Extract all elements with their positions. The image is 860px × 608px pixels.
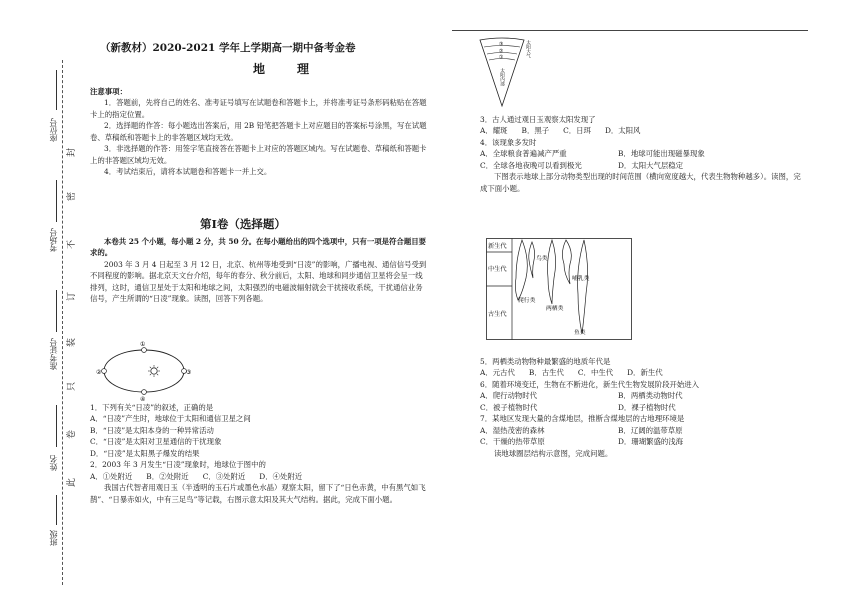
seal-char: 卷 — [67, 429, 78, 440]
name-line — [56, 405, 57, 447]
era-label: 中生代 — [488, 266, 507, 273]
passage-4: 读地球圈层结构示意图，完成问题。 — [494, 448, 613, 458]
options-row — [480, 160, 806, 171]
question-option[interactable]: D．新生代 — [627, 368, 663, 378]
sun-interior-label: 太阳内部 — [499, 68, 505, 86]
section-intro: 本卷共 25 个小题，每小题 2 分，共 50 分。在每小题给出的四个选项中，只有一项是符合题目要求的。 — [90, 237, 426, 258]
animal-label: 哺乳类 — [572, 276, 590, 282]
question-stem: 2．2003 年 3 月发生“日凌”现象时，地球位于图中的 — [90, 460, 266, 470]
seat-number-label: 座位号 — [49, 118, 58, 142]
question-option[interactable]: C．日珥 — [563, 126, 591, 136]
question-option[interactable]: C．“日凌”是太阳对卫星通信的干扰现象 — [90, 437, 222, 447]
earth-position-marker — [102, 369, 107, 374]
questions-right-bottom — [480, 356, 806, 459]
question-stem: 5．两栖类动物物种最繁盛的地质年代是 — [480, 357, 611, 366]
question-option[interactable]: B．古生代 — [528, 368, 564, 378]
notes-heading: 注意事项： — [90, 87, 127, 96]
exam-title: （新教材）2020-2021 学年上学期高一期中备考金卷 — [100, 42, 356, 54]
question-option[interactable]: D．裸子植物时代 — [618, 402, 676, 412]
options-row — [480, 436, 806, 447]
question-option[interactable]: D．太阳风 — [604, 126, 641, 136]
top-rule — [452, 30, 808, 31]
seal-char: 装 — [67, 337, 78, 348]
notes-block — [90, 86, 428, 178]
note-item: 4．考试结束后，请将本试题卷和答题卡一并上交。 — [104, 167, 272, 177]
passage-3: 下图表示地球上部分动物类型出现的时间范围（横向宽度越大，代表生物物种越多）。读图，完成下面小题。 — [480, 172, 801, 193]
question-option[interactable]: B．辽阔的温带草原 — [618, 425, 683, 435]
chart-frame — [487, 239, 632, 340]
question-option[interactable]: A．“日凌”产生时，地球位于太阳和通信卫星之间 — [90, 414, 251, 424]
sun-layer-label: ③ — [499, 41, 504, 48]
subject-title: 地 理 — [253, 62, 320, 76]
passage-2: 我国古代智者用观日玉（半透明的玉石片或墨色水晶）观察太阳，留下了“日色赤黄，中有黑气如飞鹊”、“日暴赤如火，中有三足鸟”等记载，右图示意太阳及其大气结构。据此，完成下面小题。 — [90, 483, 426, 504]
options-row — [480, 125, 806, 136]
question-option[interactable]: B．黑子 — [521, 126, 550, 136]
orbit-label: ② — [96, 369, 102, 376]
question-stem: 7．某地区发现大量的含煤地层，推断含煤地层的古地理环境是 — [480, 414, 685, 424]
question-stem: 6．随着环境变迁，生物在不断进化，新生代生物发展阶段开始进入 — [480, 379, 700, 389]
question-option[interactable]: C．全球各地夜晚可以看到极光 — [480, 160, 582, 170]
question-option[interactable]: A．耀斑 — [480, 126, 508, 136]
options-row — [480, 148, 806, 159]
name-label: 姓名 — [49, 455, 58, 471]
sun-layer-label: ① — [499, 54, 504, 61]
options-row — [480, 425, 806, 436]
question-option[interactable]: B．②处附近 — [146, 471, 189, 481]
options-row — [480, 390, 806, 401]
question-option[interactable]: D．珊瑚繁盛的浅海 — [618, 437, 684, 447]
earth-position-marker — [142, 390, 147, 395]
seal-char: 封 — [67, 147, 78, 158]
sun-atmosphere-label: 太阳大气 — [525, 40, 531, 58]
earth-orbit — [104, 350, 184, 392]
class-line — [56, 495, 57, 525]
era-label: 古生代 — [488, 311, 507, 318]
seal-char: 密 — [67, 191, 78, 202]
class-label: 班级 — [49, 530, 58, 546]
question-option[interactable]: B．地球可能出现磁暴现象 — [618, 149, 705, 159]
sun-layer-label: ② — [499, 48, 504, 55]
questions-left — [90, 402, 428, 505]
seal-char: 订 — [67, 291, 78, 302]
earth-position-marker — [142, 348, 147, 353]
sun-icon — [148, 365, 160, 377]
question-option[interactable]: D．④处附近 — [259, 471, 303, 481]
seal-char: 只 — [67, 381, 78, 392]
question-stem: 3．古人通过观日玉观察太阳发现了 — [480, 115, 596, 124]
note-item: 2．选择题的作答：每小题选出答案后，用 2B 铅笔把答题卡上对应题目的答案标号涂黑，写在试题卷、草稿纸和答题卡上的非答题区域均无效。 — [90, 121, 427, 142]
admission-number-label: 准考证号 — [49, 338, 58, 370]
seal-char: 不 — [67, 239, 78, 250]
questions-right-top — [480, 114, 806, 194]
question-option[interactable]: A．爬行动物时代 — [480, 391, 538, 401]
binding-dashed-line — [62, 60, 63, 585]
options-row — [480, 367, 806, 378]
question-stem: 1．下列有关“日凌”的叙述，正确的是 — [90, 403, 214, 412]
question-option[interactable]: C．中生代 — [577, 368, 614, 378]
question-option[interactable]: C．被子植物时代 — [480, 402, 538, 412]
seal-char: 此 — [67, 477, 78, 488]
section-intro-block — [90, 236, 428, 305]
question-option[interactable]: B．两栖类动物时代 — [618, 391, 683, 401]
question-option[interactable]: D．太阳大气层稳定 — [618, 160, 684, 170]
admission-number-line — [56, 290, 57, 332]
animal-label: 两栖类 — [546, 306, 564, 312]
animal-label: 爬行类 — [518, 298, 536, 304]
evolution-chart — [486, 238, 632, 340]
passage-1: 2003 年 3 月 4 日起至 3 月 12 日，北京、杭州等地受到“日凌”的影响，广播电视、通信信号受到不同程度的影响。据北京天文台介绍，每年的春分、秋分前后，太阳、地球和同步通信卫星将会呈一线排列，这时，通信卫星处于太阳和地球之间，太阳强烈的电磁波辐射就会干扰接收系统，干扰通信业务信号，产生所谓的“日凌”现象。读图，回答下列各题。 — [90, 259, 427, 304]
question-option[interactable]: A．全球粮食普遍减产严重 — [480, 149, 567, 159]
options-row — [90, 471, 428, 482]
question-option[interactable]: D．“日凌”是太阳黑子爆发的结果 — [90, 448, 200, 458]
animal-label: 鱼类 — [574, 330, 586, 336]
question-option[interactable]: C．干燥的热带草原 — [480, 437, 545, 447]
animal-label: 鸟类 — [536, 256, 548, 262]
question-option[interactable]: A．湿热茂密的森林 — [480, 425, 545, 435]
era-label: 新生代 — [488, 243, 507, 250]
question-option[interactable]: C．③处附近 — [202, 471, 246, 481]
orbit-label: ④ — [140, 396, 146, 402]
note-item: 3．非选择题的作答：用签字笔直接答在答题卡上对应的答题区域内。写在试题卷、草稿纸和答题卡上的非答题区域均无效。 — [90, 144, 427, 165]
orbit-label: ① — [140, 341, 146, 348]
exam-room-line — [56, 180, 57, 222]
orbit-diagram — [96, 340, 192, 402]
section-title: 第Ⅰ卷（选择题） — [200, 217, 286, 231]
sun-structure-diagram — [478, 36, 536, 108]
question-stem: 4．该现象多发时 — [480, 137, 537, 147]
note-item: 1．答题前，先将自己的姓名、准考证号填写在试题卷和答题卡上，并将准考证号条形码粘贴在答题卡上的指定位置。 — [90, 98, 427, 119]
question-option[interactable]: A．①处附近 — [90, 471, 133, 481]
question-option[interactable]: A．元古代 — [480, 368, 515, 378]
orbit-label: ③ — [186, 369, 192, 376]
question-option[interactable]: B．“日凌”是太阳本身的一种异常活动 — [90, 425, 214, 435]
exam-room-label: 考场号 — [49, 228, 58, 252]
seat-number-line — [56, 70, 57, 110]
options-row — [480, 402, 806, 413]
